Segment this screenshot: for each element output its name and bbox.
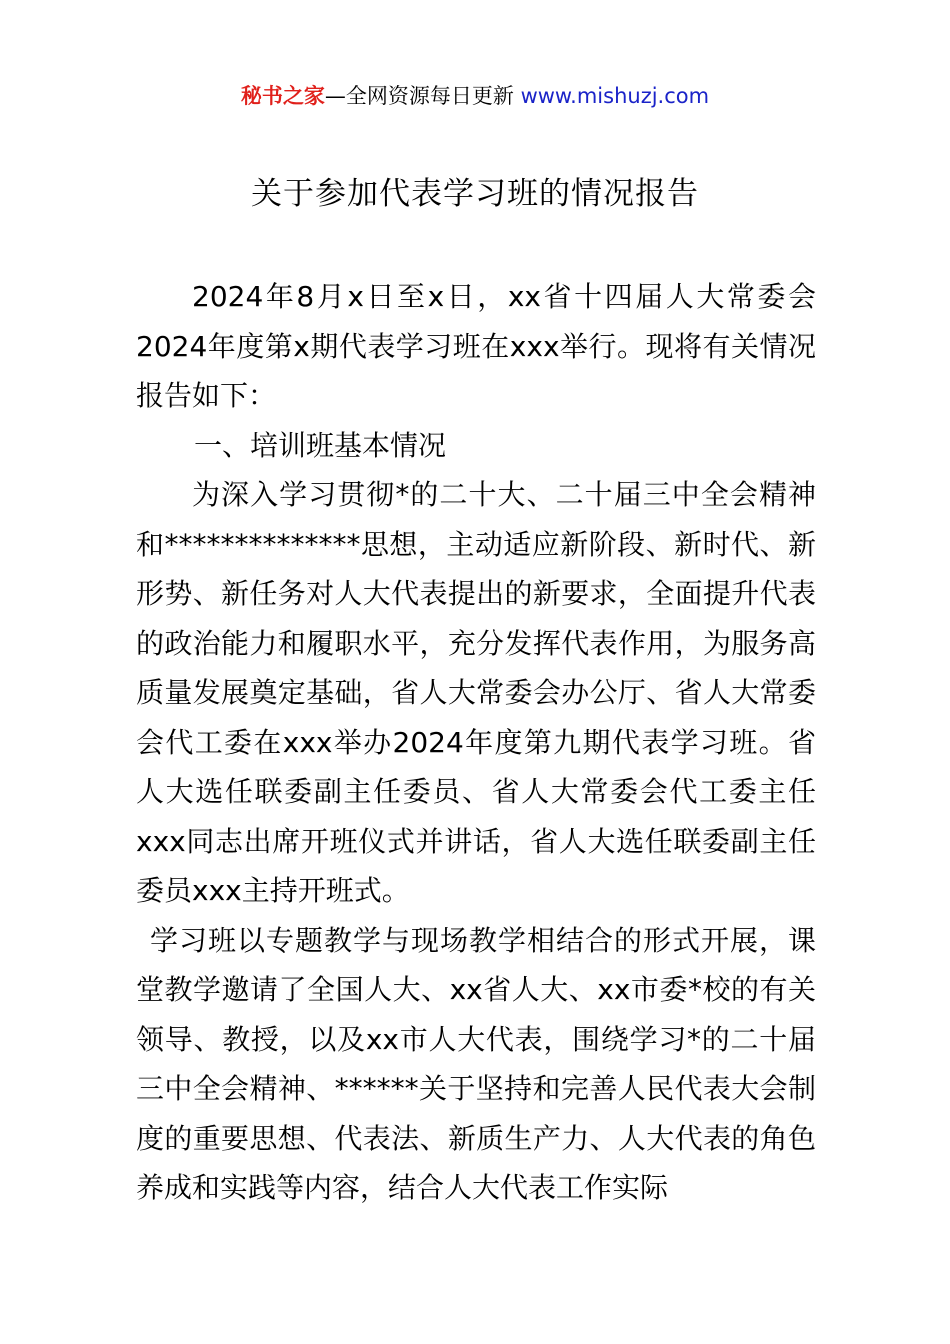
body-paragraph: 为深入学习贯彻*的二十大、二十届三中全会精神和**************思想，主动适应新阶段、新时代、新形势、新任务对人大代表提出的新要求，全面提升代表的政治能力和履职水平，充分发挥代表作用，为服务高质量发展奠定基础，省人大常委会办公厅、省人大常委会代工委在xxx举办2024年度第九期代表学习班。省人大选任联委副主任委员、省人大常委会代工委主任xxx同志出席开班仪式并讲话，省人大选任联委副主任委员xxx主持开班式。	[136, 478, 816, 907]
intro-paragraph: 2024年8月x日至x日，xx省十四届人大常委会2024年度第x期代表学习班在xxx举行。现将有关情况报告如下：	[136, 280, 816, 412]
site-tagline: —全网资源每日更新	[324, 84, 514, 108]
document-title: 关于参加代表学习班的情况报告	[251, 176, 699, 212]
body-paragraph: 学习班以专题教学与现场教学相结合的形式开展，课堂教学邀请了全国人大、xx省人大、xx市委*校的有关领导、教授，以及xx市人大代表，围绕学习*的二十届三中全会精神、******关于坚持和完善人民代表大会制度的重要思想、代表法、新质生产力、人大代表的角色养成和实践等内容，结合人大代表工作实际	[136, 923, 816, 1204]
section-heading: 一、培训班基本情况	[194, 428, 447, 462]
site-header	[0, 80, 950, 112]
document-body	[136, 272, 816, 1213]
site-url[interactable]: www.mishuzj.com	[520, 84, 710, 108]
site-brand: 秘书之家	[240, 84, 325, 108]
